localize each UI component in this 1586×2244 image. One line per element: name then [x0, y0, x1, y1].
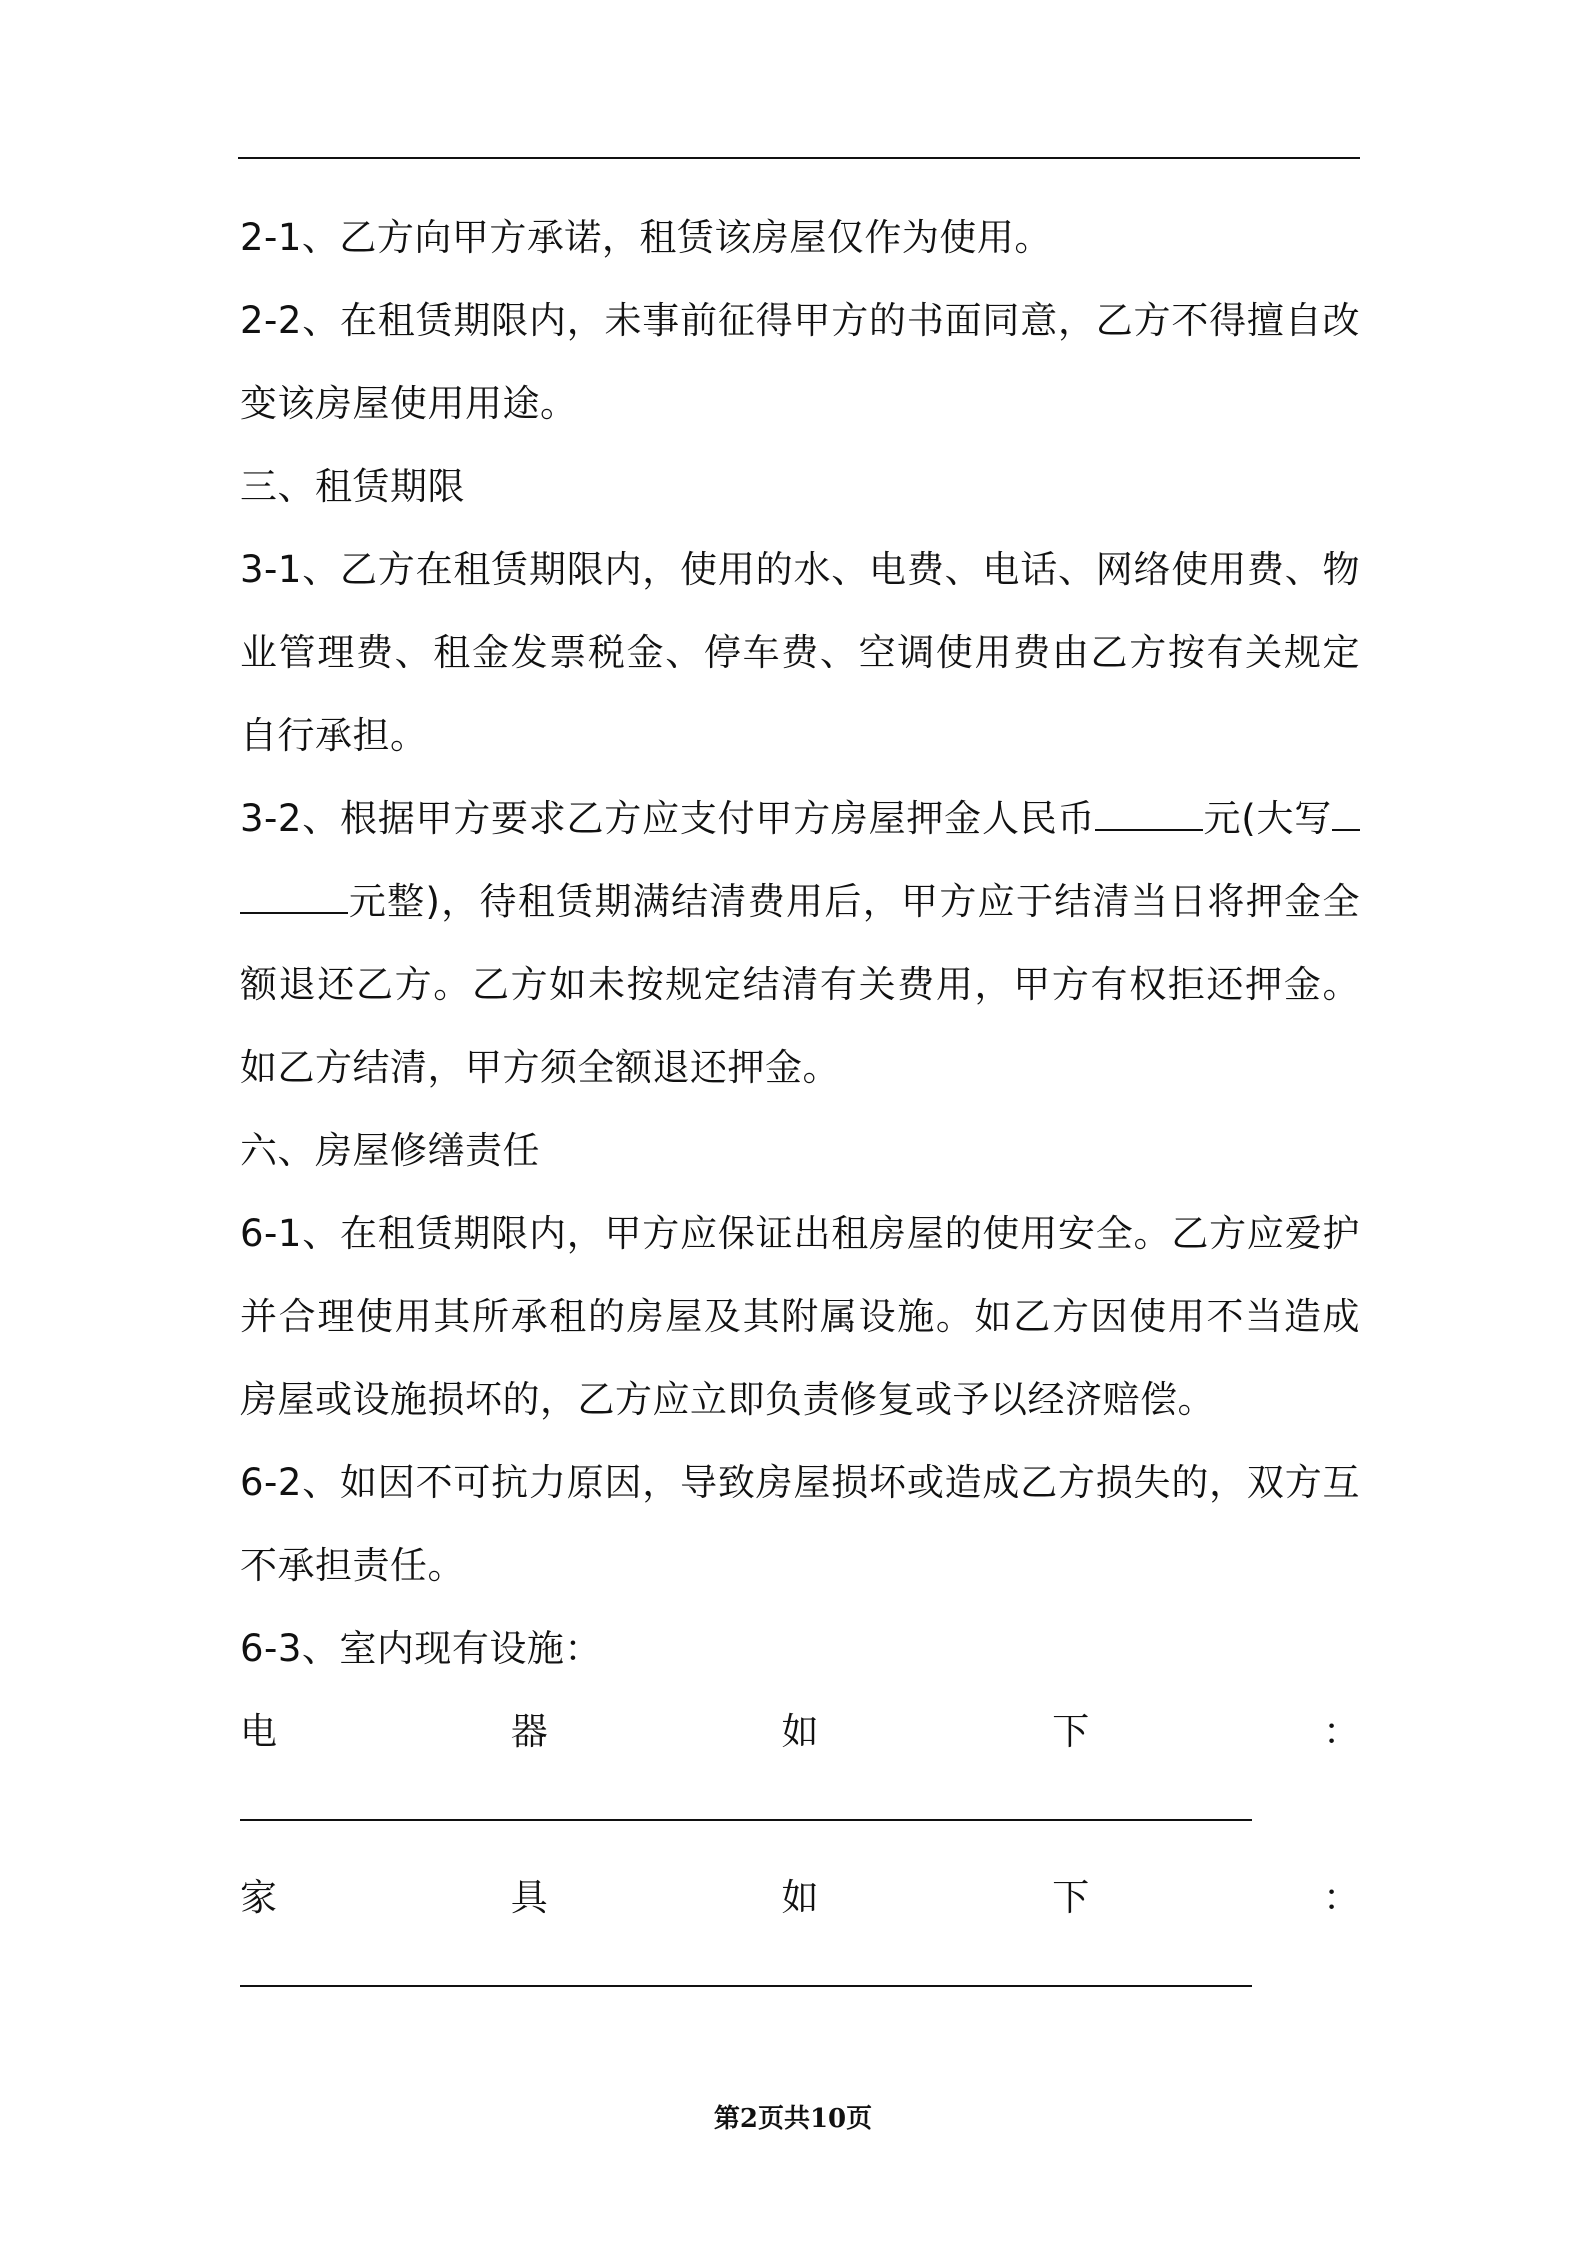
header-rule	[238, 157, 1360, 159]
section-heading-3: 三、租赁期限	[240, 465, 465, 508]
page-number: 第2页共10页	[713, 2104, 873, 2134]
clause-3-2-part1: 3-2、根据甲方要求乙方应支付甲方房屋押金人民币	[240, 797, 1096, 840]
clause-3-2-part2: 元(大写	[1203, 797, 1333, 840]
deposit-capital-blank-end	[240, 882, 348, 914]
document-body	[240, 196, 1360, 2022]
section-heading-6: 六、房屋修缮责任	[240, 1129, 540, 1172]
deposit-amount-blank	[1095, 799, 1203, 831]
clause-3-2-part3: 元整)，待租赁期满结清费用后，甲方应于结清当日将押金全额退还乙方。乙方如未按规定结清有关费用，甲方有权拒还押金。如乙方结清，甲方须全额退还押金。	[240, 880, 1360, 1089]
clause-2-2: 2-2、在租赁期限内，未事前征得甲方的书面同意，乙方不得擅自改变该房屋使用用途。	[240, 299, 1360, 425]
clause-6-1: 6-1、在租赁期限内，甲方应保证出租房屋的使用安全。乙方应爱护并合理使用其所承租的房屋及其附属设施。如乙方因使用不当造成房屋或设施损坏的，乙方应立即负责修复或予以经济赔偿。	[240, 1212, 1360, 1421]
clause-6-3: 6-3、室内现有设施：	[240, 1627, 602, 1670]
electric-appliances-label: 电 器 如 下 ：	[240, 1710, 1360, 1753]
furniture-fill-line	[240, 1939, 1360, 2022]
electric-appliances-fill-line	[240, 1773, 1360, 1856]
clause-3-1: 3-1、乙方在租赁期限内，使用的水、电费、电话、网络使用费、物业管理费、租金发票税金、停车费、空调使用费由乙方按有关规定自行承担。	[240, 548, 1360, 757]
clause-3-2	[240, 777, 1360, 1109]
clause-6-2: 6-2、如因不可抗力原因，导致房屋损坏或造成乙方损失的，双方互不承担责任。	[240, 1461, 1360, 1587]
furniture-label: 家 具 如 下 ：	[240, 1876, 1360, 1919]
clause-2-1: 2-1、乙方向甲方承诺，租赁该房屋仅作为使用。	[240, 216, 1052, 259]
deposit-capital-blank-start	[1332, 799, 1360, 831]
